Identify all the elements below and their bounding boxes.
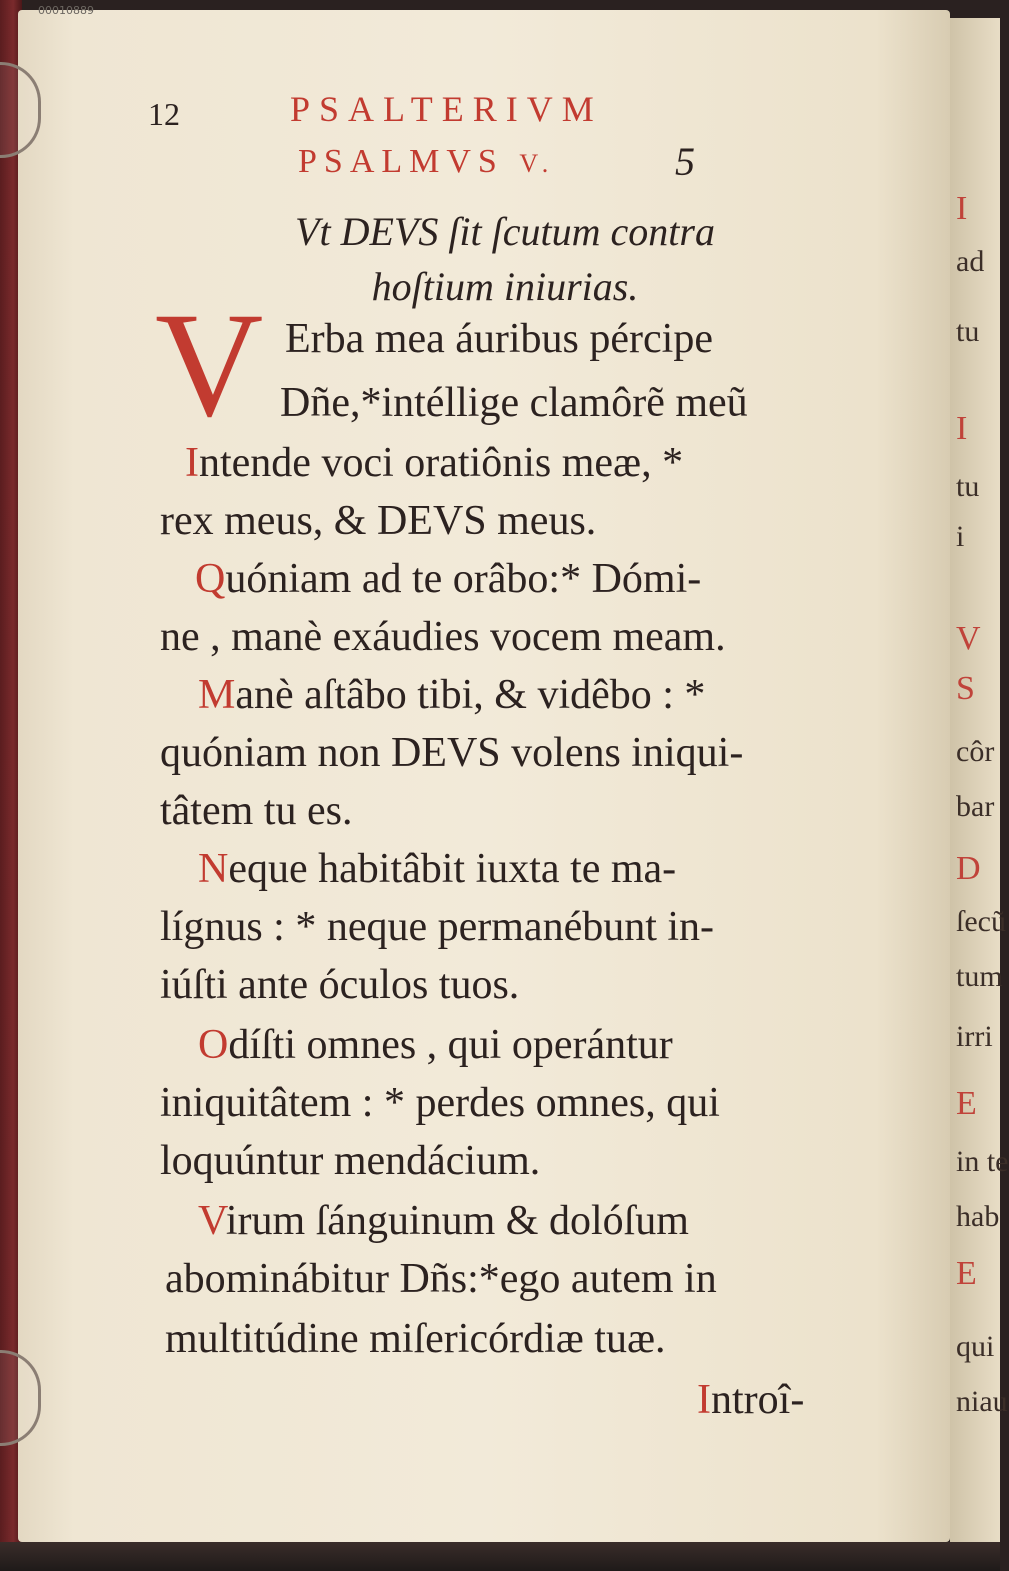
facing-page-fragment: I: [956, 410, 968, 447]
psalm-title: [298, 143, 555, 181]
verse-text: ne , manè exáudies vocem meam.: [160, 614, 726, 660]
facing-page-edge: [950, 18, 1009, 1548]
verse-text: díſti omnes , qui operántur: [228, 1022, 673, 1068]
facing-page-fragment: tu: [956, 315, 980, 348]
verse-text: loquúntur mendácium.: [160, 1138, 541, 1184]
verse-text: abominábitur Dñs:*ego autem in: [165, 1256, 717, 1302]
verse-text: Erba mea áuribus pércipe: [285, 316, 713, 362]
facing-page-fragment: niau: [956, 1385, 1008, 1418]
scan-label: 00010889: [38, 4, 94, 17]
verse-line: [160, 732, 743, 774]
verse-text: iúſti ante óculos tuos.: [160, 962, 520, 1008]
facing-page-fragment: tu: [956, 470, 980, 503]
facing-page-fragment: in te: [956, 1145, 1009, 1178]
verse-line: [198, 1200, 689, 1242]
verse-line: [160, 616, 726, 658]
book-bottom-edge: [0, 1542, 1000, 1571]
verse-text: rex meus, & DEVS meus.: [160, 498, 597, 544]
verse-text: irum ſánguinum & dolóſum: [225, 1198, 689, 1244]
verse-initial: Q: [195, 556, 226, 602]
verse-text: ntende voci oratiônis meæ, *: [199, 440, 684, 486]
facing-page-fragment: D: [956, 850, 981, 887]
verse-text: quóniam non DEVS volens iniqui-: [160, 730, 744, 776]
verse-initial: O: [198, 1022, 229, 1068]
facing-page-fragment: ſecũ: [956, 905, 1006, 938]
verse-text: anè aſtâbo tibi, & vidêbo : *: [235, 672, 706, 718]
verse-text: lígnus : * neque permanébunt in-: [160, 904, 715, 950]
facing-page-fragment: côr: [956, 735, 995, 768]
verse-line: [165, 1318, 665, 1360]
verse-text: tâtem tu es.: [160, 788, 353, 834]
facing-page-fragment: S: [956, 670, 975, 707]
verse-text: eque habitâbit iuxta te ma-: [228, 846, 677, 892]
verse-text: multitúdine miſericórdiæ tuæ.: [165, 1316, 666, 1362]
verse-line: [160, 1082, 720, 1124]
verse-initial: M: [198, 672, 236, 718]
verse-text: Dñe,*intéllige clamôrẽ meũ: [280, 380, 748, 426]
psalm-subtitle-line-1: Vt DEVS ſit ſcutum contra: [295, 209, 715, 254]
verse-line: [160, 500, 596, 542]
facing-page-fragment: hab: [956, 1200, 1000, 1233]
facing-page-fragment: E: [956, 1255, 977, 1292]
catchword-text: ntroî-: [711, 1377, 805, 1423]
verse-line: [160, 906, 714, 948]
running-head: PSALTERIVM: [290, 89, 603, 129]
verse-line: [160, 964, 519, 1006]
facing-page-fragment: irri: [956, 1020, 993, 1053]
verse-initial: I: [185, 440, 199, 486]
facing-page-fragment: I: [956, 190, 968, 227]
verse-line: [160, 1140, 540, 1182]
verse-initial: N: [198, 846, 229, 892]
catchword: [697, 1376, 804, 1424]
drop-cap: V: [155, 282, 264, 448]
handwritten-psalm-number: 5: [675, 139, 695, 184]
verse-line: [160, 790, 352, 832]
verse-line: [198, 1024, 673, 1066]
verse-line: [198, 848, 676, 890]
catchword-initial: I: [697, 1377, 711, 1423]
verse-initial: V: [198, 1198, 226, 1244]
verse-line: [165, 1258, 717, 1300]
psalm-subtitle-line-2: hoſtium iniurias.: [371, 264, 639, 309]
facing-page-fragment: bar: [956, 790, 995, 823]
facing-page-fragment: V: [956, 620, 981, 657]
verse-line: [185, 442, 683, 484]
psalm-title-text: PSALMVS: [298, 143, 504, 180]
facing-page-fragment: E: [956, 1085, 977, 1122]
verse-text: iniquitâtem : * perdes omnes, qui: [160, 1080, 720, 1126]
facing-page-fragment: i: [956, 520, 965, 553]
facing-page-fragment: ad: [956, 245, 985, 278]
facing-page-fragment: qui: [956, 1330, 995, 1363]
verse-line: [198, 674, 705, 716]
verse-line: [195, 558, 701, 600]
psalm-title-suffix: V.: [519, 149, 556, 178]
verse-line: [280, 382, 748, 424]
verse-line: [285, 318, 713, 360]
verse-text: uóniam ad te orâbo:* Dómi-: [225, 556, 702, 602]
facing-page-fragment: tum: [956, 960, 1003, 993]
page-number: 12: [148, 96, 180, 132]
